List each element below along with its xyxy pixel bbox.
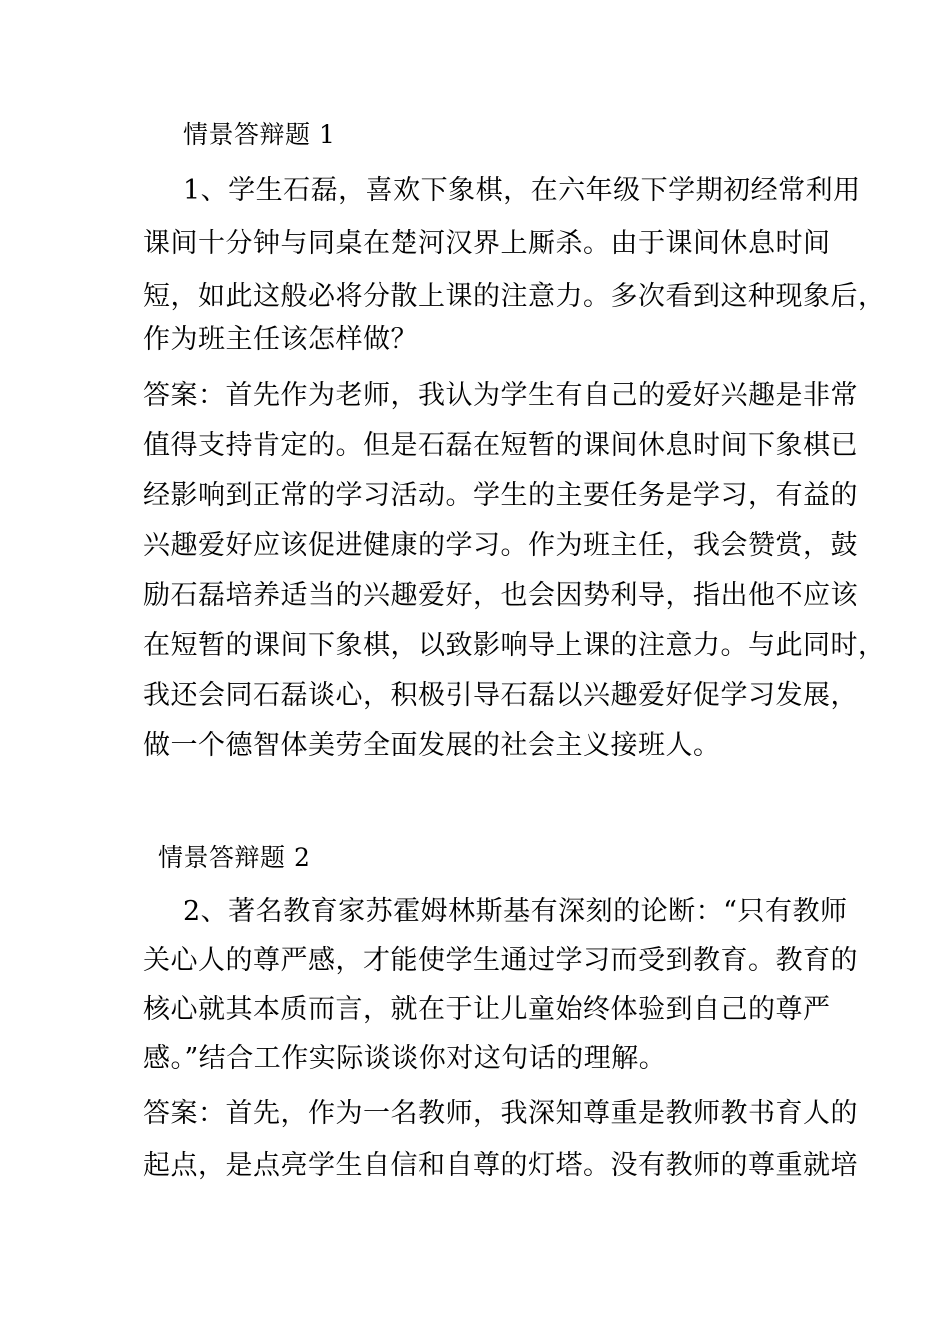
answer1-line: 在短暂的课间下象棋，以致影响导上课的注意力。与此同时， — [143, 630, 886, 661]
answer1-line: 经影响到正常的学习活动。学生的主要任务是学习，有益的 — [143, 480, 858, 511]
question2-line: 核心就其本质而言，就在于让儿童始终体验到自己的尊严 — [143, 994, 831, 1025]
section2-title: 情景答辩题 2 — [158, 843, 311, 872]
question1-line: 课间十分钟与同桌在楚河汉界上厮杀。由于课间休息时间 — [143, 228, 831, 259]
question2-line: 2、著名教育家苏霍姆林斯基有深刻的论断：“只有教师 — [183, 896, 848, 927]
question1-line: 短，如此这般必将分散上课的注意力。多次看到这种现象后， — [143, 281, 886, 312]
answer1-line: 做一个德智体美劳全面发展的社会主义接班人。 — [143, 730, 721, 761]
answer1-line: 兴趣爱好应该促进健康的学习。作为班主任，我会赞赏，鼓 — [143, 530, 858, 561]
answer2-line: 答案：首先，作为一名教师，我深知尊重是教师教书育人的 — [143, 1098, 858, 1129]
question2-line: 感。”结合工作实际谈谈你对这句话的理解。 — [143, 1043, 667, 1074]
question1-line: 作为班主任该怎样做？ — [143, 324, 418, 355]
section1-title: 情景答辩题 1 — [183, 120, 336, 149]
question1-line: 1、学生石磊，喜欢下象棋，在六年级下学期初经常利用 — [183, 175, 861, 206]
answer1-line: 值得支持肯定的。但是石磊在短暂的课间休息时间下象棋已 — [143, 430, 858, 461]
answer1-line: 答案：首先作为老师，我认为学生有自己的爱好兴趣是非常 — [143, 380, 858, 411]
answer1-line: 我还会同石磊谈心，积极引导石磊以兴趣爱好促学习发展， — [143, 680, 858, 711]
question2-line: 关心人的尊严感，才能使学生通过学习而受到教育。教育的 — [143, 945, 858, 976]
answer1-line: 励石磊培养适当的兴趣爱好，也会因势利导，指出他不应该 — [143, 580, 858, 611]
answer2-line: 起点，是点亮学生自信和自尊的灯塔。没有教师的尊重就培 — [143, 1150, 858, 1181]
